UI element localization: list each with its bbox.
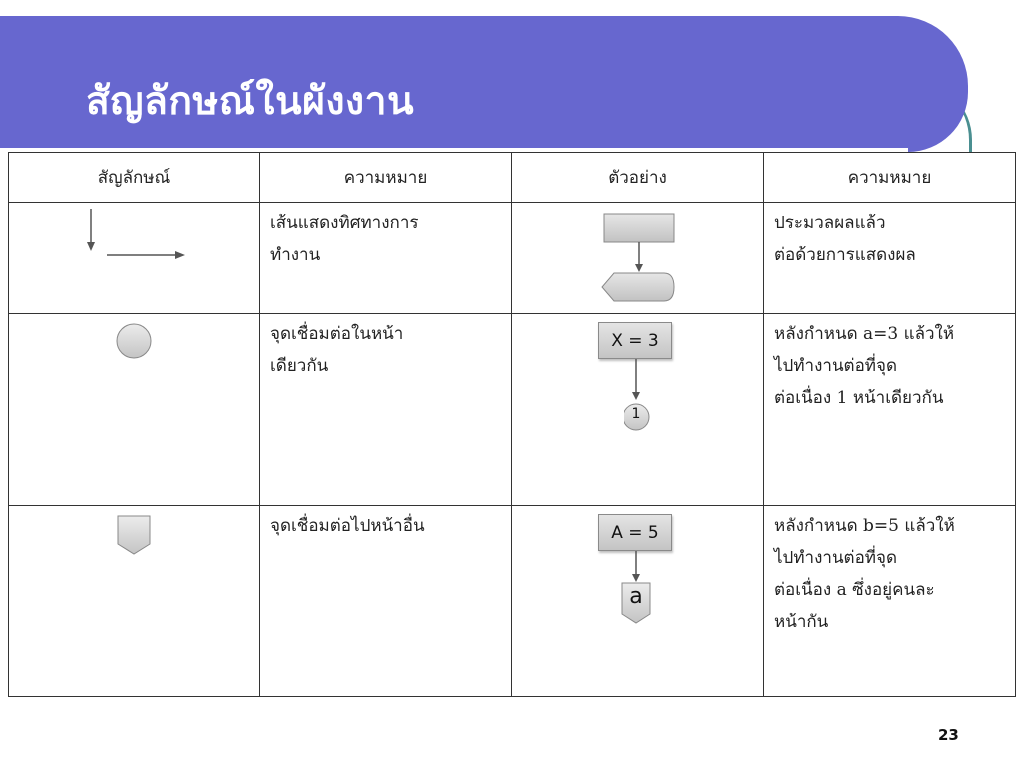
- example-meaning-line: หลังกำหนด a=3 แล้วให้: [774, 324, 955, 344]
- process-box: X = 3: [598, 322, 672, 359]
- on-page-connector-icon: [115, 322, 155, 362]
- header-symbol: สัญลักษณ์: [9, 153, 260, 203]
- table-bottom-mask: [8, 697, 1018, 707]
- example-meaning-cell: [764, 314, 1016, 506]
- example-meaning-line: ไปทำงานต่อที่จุด: [774, 548, 898, 568]
- example-meaning-cell: [764, 506, 1016, 697]
- example-meaning-line: ต่อเนื่อง 1 หน้าเดียวกัน: [774, 388, 944, 408]
- process-box: A = 5: [598, 514, 672, 551]
- example-meaning-line: ต่อด้วยการแสดงผล: [774, 245, 916, 265]
- example-meaning-line: ประมวลผลแล้ว: [774, 213, 886, 233]
- example-cell: [512, 506, 764, 697]
- symbol-cell: [9, 314, 260, 506]
- example-meaning-line: หน้ากัน: [774, 612, 829, 632]
- connector-label: 1: [631, 406, 641, 422]
- table-row: [9, 203, 1016, 314]
- example-meaning-line: หลังกำหนด b=5 แล้วให้: [774, 516, 955, 536]
- meaning-line: เส้นแสดงทิศทางการ: [270, 213, 419, 233]
- symbol-cell: [9, 203, 260, 314]
- example-meaning-line: ต่อเนื่อง a ซึ่งอยู่คนละ: [774, 580, 935, 600]
- header-meaning: ความหมาย: [260, 153, 512, 203]
- page-number: 23: [938, 726, 959, 744]
- meaning-line: จุดเชื่อมต่อในหน้า: [270, 324, 404, 344]
- symbol-cell: [9, 506, 260, 697]
- header-example: ตัวอย่าง: [512, 153, 764, 203]
- meaning-cell: [260, 506, 512, 697]
- meaning-line: เดียวกัน: [270, 356, 329, 376]
- symbol-table: [8, 152, 1016, 697]
- meaning-line: ทำงาน: [270, 245, 321, 265]
- table-header-row: [9, 153, 1016, 203]
- meaning-cell: [260, 203, 512, 314]
- table-row: [9, 506, 1016, 697]
- flow-direction-arrows-icon: [79, 207, 189, 263]
- example-cell: [512, 203, 764, 314]
- meaning-line: จุดเชื่อมต่อไปหน้าอื่น: [270, 516, 425, 536]
- example-meaning-cell: [764, 203, 1016, 314]
- header-example-meaning: ความหมาย: [764, 153, 1016, 203]
- example-meaning-line: ไปทำงานต่อที่จุด: [774, 356, 898, 376]
- table-row: [9, 314, 1016, 506]
- page-title: สัญลักษณ์ในผังงาน: [86, 78, 415, 124]
- process-to-display-flow-icon: [600, 211, 680, 303]
- meaning-cell: [260, 314, 512, 506]
- off-page-connector-icon: [115, 514, 155, 558]
- example-cell: [512, 314, 764, 506]
- connector-label: a: [629, 584, 643, 609]
